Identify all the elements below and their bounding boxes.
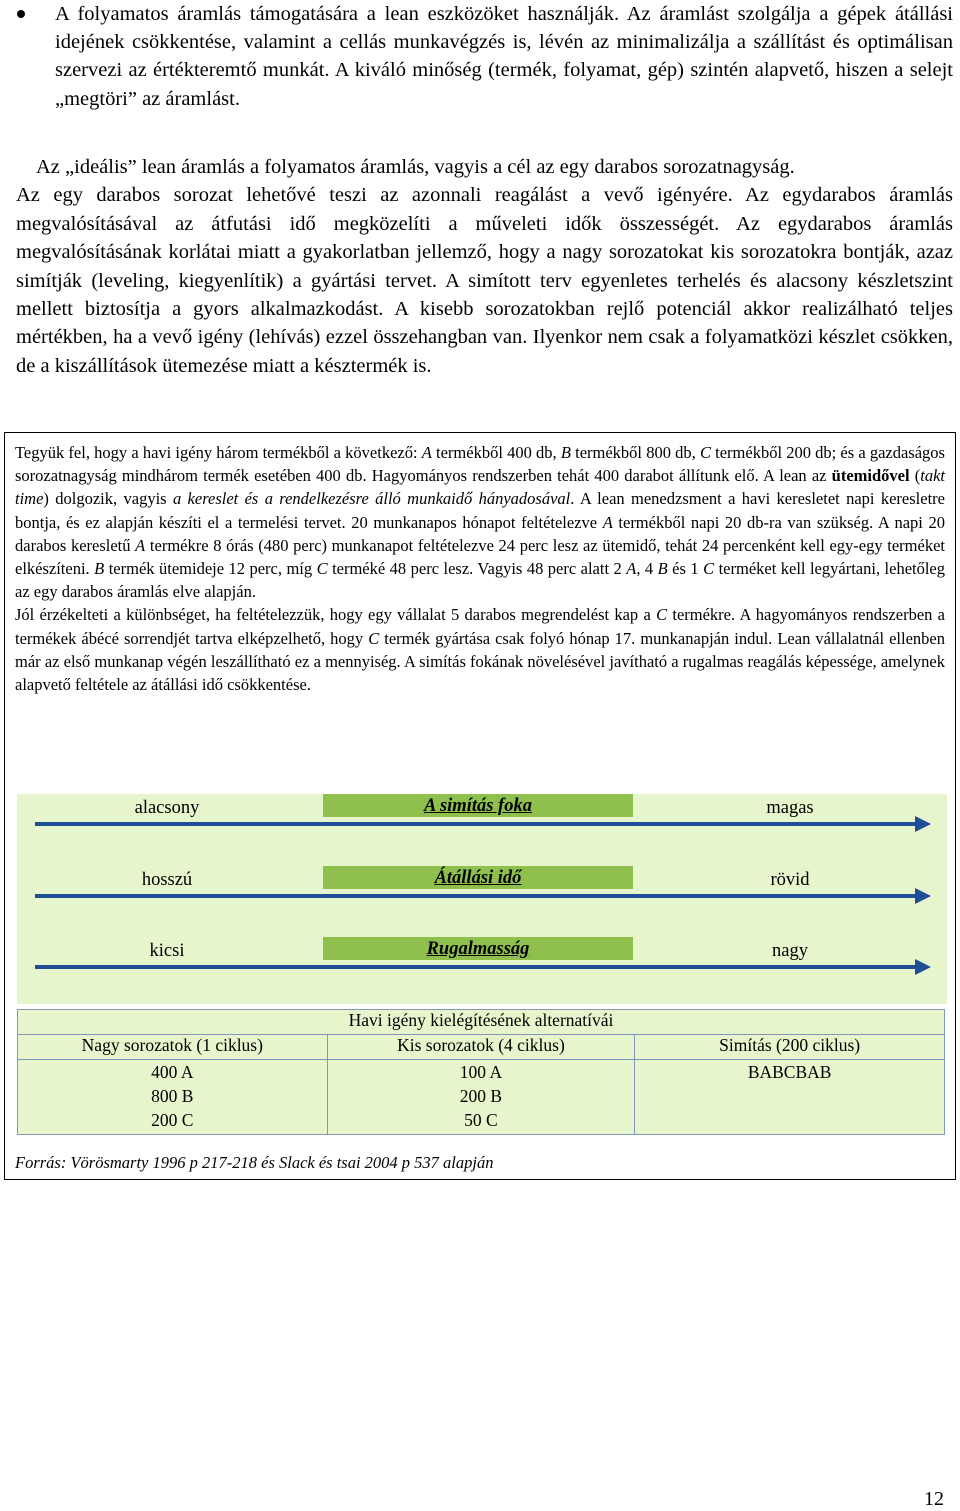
table-cell: 100 A 200 B 50 C [327, 1060, 635, 1135]
scale-low-label: alacsony [134, 798, 200, 818]
takt-time-term: ütemidővel [831, 466, 910, 486]
scale-leveling-degree [17, 794, 947, 854]
table-title: Havi igény kielégítésének alternatívái [18, 1010, 945, 1035]
scale-arrow-icon [17, 955, 947, 979]
table-header: Nagy sorozatok (1 ciklus) [18, 1035, 328, 1060]
table-cell: BABCBAB [635, 1060, 945, 1135]
example-paragraph-1: Tegyük fel, hogy a havi igény három termékből a következő: A termékből 400 db, B termékből 800 db, C termékből 200 db; és a gazdaságos sorozatnagyság mindhárom termék esetében 400 db. Hagyományos rendszerben tehát 400 darabot állítunk elő. A lean az ütemidővel (takt time) dolgozik, vagyis a kereslet és a rendelkezésre álló munkaidő hányadosával. A lean menedzsment a havi keresletet napi keresletre bontja, és ez alapján készíti el a termelési tervet. 20 munkanapos hónapot feltételezve A termékből napi 20 db-ra van szükség. A napi 20 darabos keresletű A termékre 8 órás (480 perc) munkanapot feltételezve 24 perc lesz az ütemidő, tehát 24 percenként kell egy-egy terméket elkészíteni. B termék ütemideje 12 perc, míg C terméké 48 perc lesz. Vagyis 48 perc alatt 2 A, 4 B és 1 C terméket kell legyártani, lehetőleg az egy darabos áramlás elve alapján. [15, 443, 946, 602]
page-number: 12 [924, 1488, 944, 1510]
scale-title: Rugalmasság [323, 937, 633, 960]
table-header: Simítás (200 ciklus) [635, 1035, 945, 1060]
alternatives-table [17, 1009, 945, 1135]
table-cell: 400 A 800 B 200 C [18, 1060, 328, 1135]
paragraph-body: Az egy darabos sorozat lehetővé teszi az azonnali reagálást a vevő igényére. Az egydarabos áramlás megvalósításával az átfutási idő megközelíti a műveleti idők összességét. Az egydarabos áramlás megvalósításának korlátai miatt a gyakorlatban jellemző, hogy a nagy sorozatokat kis sorozatokra bontják, azaz simítják (leveling, kiegyenlítik) a gyártási tervet. A simított terv egyenletes terhelés és alacsony készletszint mellett biztosítja a gyors alkalmazkodást. A kisebb sorozatokban rejlő potenciál akkor realizálható teljes mértékben, ha a vevő igény (lehívás) ezzel összehangban van. Ilyenkor nem csak a folyamatközi készlet csökken, de a kiszállítások ütemezése miatt a késztermék is. [16, 184, 953, 377]
leveling-scales-diagram [17, 794, 947, 1004]
table-header: Kis sorozatok (4 ciklus) [327, 1035, 635, 1060]
scale-title: A simítás foka [323, 794, 633, 817]
table-header-row [18, 1035, 945, 1060]
bullet-paragraph [55, 0, 953, 113]
example-text [15, 441, 945, 696]
scale-high-label: rövid [770, 870, 810, 890]
scale-low-label: kicsi [149, 941, 185, 961]
scale-flexibility [17, 937, 947, 997]
main-paragraph [16, 153, 953, 380]
bullet-text: A folyamatos áramlás támogatására a lean eszközöket használják. Az áramlást szolgálja a gépek átállási idejének csökkentése, valamint a cellás munkavégzés is, lévén az minimalizálja a szállítást és optimálisan szervezi az értékteremtő munkát. A kiváló minőség (termék, folyamat, gép) szintén alapvető, hiszen a selejt „megtöri” az áramlást. [55, 3, 953, 110]
table-row [18, 1060, 945, 1135]
bullet-dot-icon [17, 10, 25, 18]
scale-changeover-time [17, 866, 947, 926]
ideal-flow-sentence: Az „ideális” lean áramlás a folyamatos áramlás, vagyis a cél az egy darabos sorozatnagyság. [36, 156, 795, 178]
scale-high-label: magas [766, 798, 814, 818]
scale-high-label: nagy [772, 941, 808, 961]
example-paragraph-2: Jól érzékelteti a különbséget, ha feltételezzük, hogy egy vállalat 5 darabos megrendelést kap a C termékre. A hagyományos rendszerben a termékek ábécé sorrendjét tartva elképzelhető, hogy C termék gyártása csak folyó hónap 17. munkanapján indul. Lean vállalatnál ellenben már az első munkanap végén leszállítható ez a mennyiség. A simítás fokának növelésével javítható a rugalmas reagálás képessége, amelynek alapvető feltétele az átállási idő csökkentése. [15, 605, 945, 695]
source-citation: Forrás: Vörösmarty 1996 p 217-218 és Slack és tsai 2004 p 537 alapján [15, 1153, 494, 1172]
scale-title: Átállási idő [323, 866, 633, 889]
table-title-row [18, 1010, 945, 1035]
scale-low-label: hosszú [141, 870, 193, 890]
example-box [4, 432, 956, 1180]
scale-arrow-icon [17, 812, 947, 836]
scale-arrow-icon [17, 884, 947, 908]
